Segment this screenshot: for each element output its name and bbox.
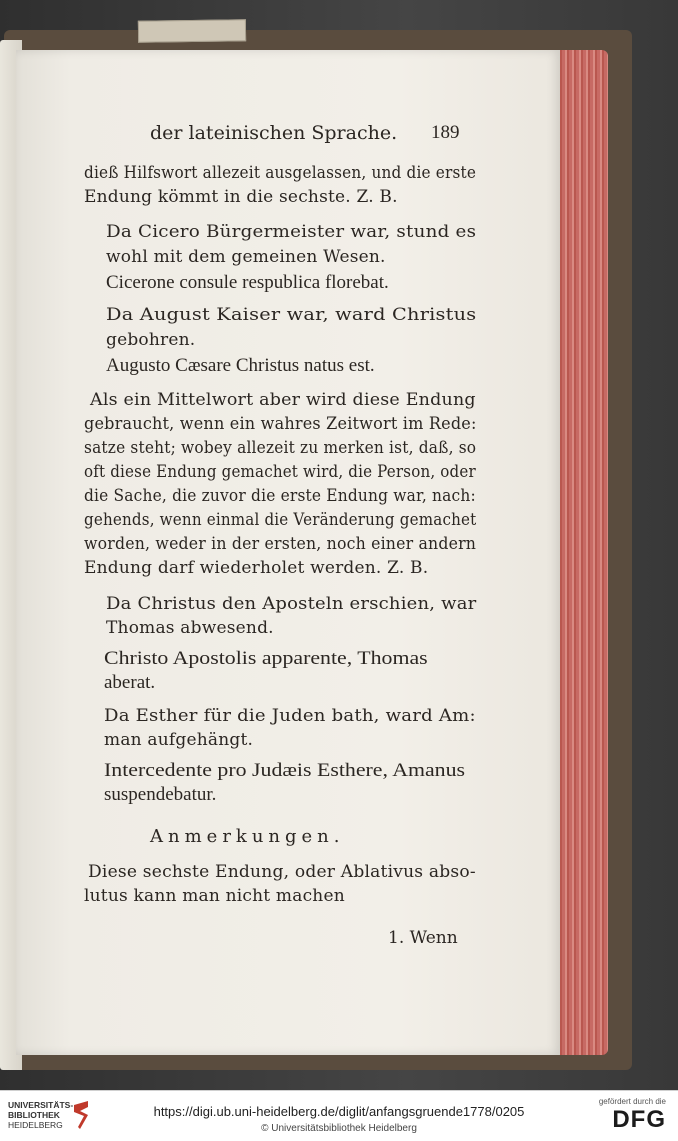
text-line: gebohren. [106,330,196,350]
text-line: Da Christus den Aposteln erschien, war [106,594,477,614]
text-line: man aufgehängt. [104,730,254,750]
text-line: Da Cicero Bürgermeister war, stund es [106,222,477,242]
text-line: wohl mit dem gemeinen Wesen. [106,247,386,267]
logo-line-1: UNIVERSITÄTS- [8,1100,74,1110]
copyright-notice: © Universitätsbibliothek Heidelberg [261,1123,417,1134]
catchword: 1. Wenn [388,928,458,948]
logo-line-2: BIBLIOTHEK [8,1110,60,1120]
text-line: gehends, wenn einmal die Veränderung gemachet [84,510,477,530]
spine-label [138,19,246,43]
text-line: die Sache, die zuvor die erste Endung war, nach: [84,486,476,506]
text-line: Endung darf wiederholet werden. Z. B. [84,558,429,578]
text-line: suspendebatur. [104,784,217,805]
logo-line-3: HEIDELBERG [8,1120,63,1130]
text-line: Diese sechste Endung, oder Ablativus abso- [88,862,476,882]
text-line: dieß Hilfswort allezeit ausgelassen, und die erste [84,163,477,183]
text-line: worden, weder in der ersten, noch einer andern [84,534,477,554]
text-line: Als ein Mittelwort aber wird diese Endung [90,390,476,410]
text-line: Endung kömmt in die sechste. Z. B. [84,187,398,207]
dfg-caption: gefördert durch die [598,1097,666,1106]
text-line: oft diese Endung gemachet wird, die Person, oder [84,462,476,482]
text-line: Christo Apostolis apparente, Thomas [104,648,428,669]
text-line: satze steht; wobey allezeit zu merken ist, daß, so [84,438,477,458]
viewer-footer [0,1090,678,1141]
text-line: Augusto Cæsare Christus natus est. [106,355,375,376]
running-head: der lateinischen Sprache. [150,122,398,144]
section-heading: Anmerkungen. [150,826,345,847]
text-line: Da Esther für die Juden bath, ward Am: [104,706,476,726]
text-line: aberat. [104,672,156,693]
text-line: Intercedente pro Judæis Esthere, Amanus [104,760,466,781]
text-line: Thomas abwesend. [106,618,274,638]
text-line: Da August Kaiser war, ward Christus [106,305,477,325]
permalink-url[interactable]: https://digi.ub.uni-heidelberg.de/diglit/anfangsgruende1778/0205 [153,1104,525,1119]
page-number: 189 [431,122,460,143]
dfg-logo: DFG [612,1106,666,1133]
text-line: Cicerone consule respublica florebat. [106,272,389,293]
text-line: lutus kann man nicht machen [84,886,345,906]
text-line: gebraucht, wenn ein wahres Zeitwort im Rede: [84,414,477,434]
